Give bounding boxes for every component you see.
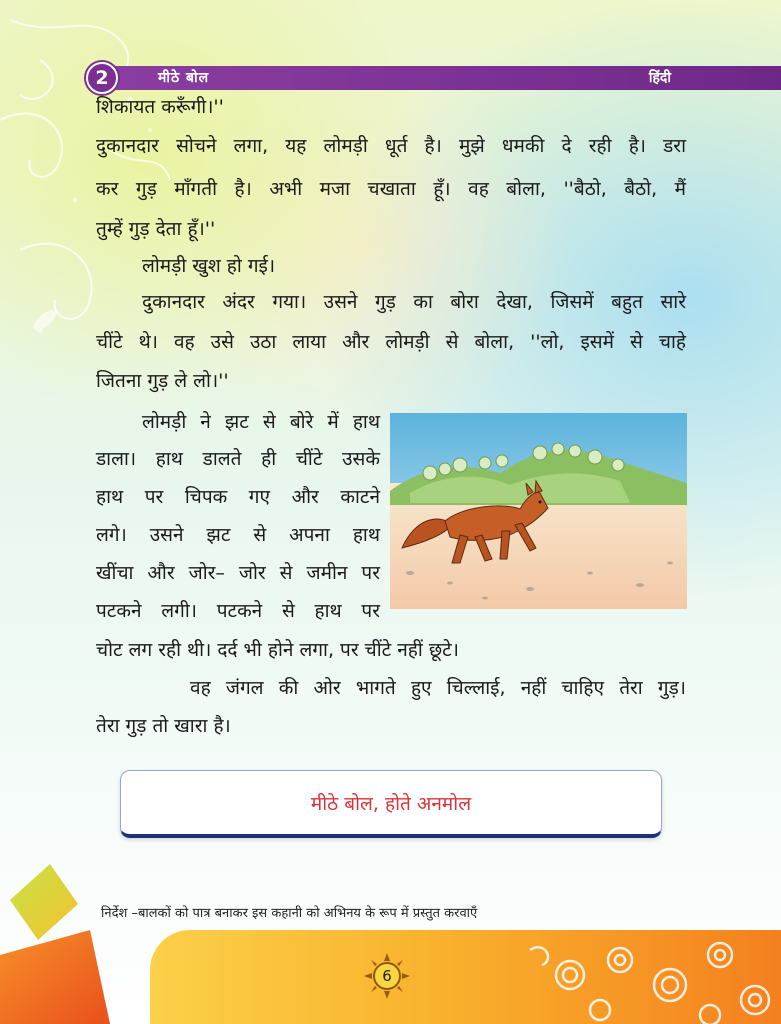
story-line: लोमड़ी ने झट से बोरे में हाथ	[142, 411, 380, 433]
footer-swirls	[150, 930, 781, 1024]
story-line: डाला। हाथ डालते ही चींटे उसके	[96, 448, 380, 470]
story-line: खींचा और जोर– जोर से जमीन पर	[96, 562, 380, 584]
story-line: चींटे थे। वह उसे उठा लाया और लोमड़ी से बोला, ''लो, इसमें से चाहे	[96, 331, 686, 353]
story-line: वह जंगल की ओर भागते हुए चिल्लाई, नहीं चाहिए तेरा गुड़।	[190, 677, 686, 699]
footer-band	[150, 930, 781, 1024]
story-line: दुकानदार अंदर गया। उसने गुड़ का बोरा देखा, जिसमें बहुत सारे	[142, 291, 686, 313]
story-line: शिकायत करूँगी।''	[96, 96, 224, 118]
story-line: दुकानदार सोचने लगा, यह लोमड़ी धूर्त है। मुझे धमकी दे रही है। डरा	[96, 135, 686, 157]
story-line: चोट लग रही थी। दर्द भी होने लगा, पर चींटे नहीं छूटे।	[96, 639, 459, 661]
fox-illustration	[390, 413, 687, 609]
story-line: हाथ पर चिपक गए और काटने	[96, 486, 380, 508]
moral-box	[120, 770, 662, 838]
teacher-instruction: निर्देश –बालकों को पात्र बनाकर इस कहानी को अभिनय के रूप में प्रस्तुत करवाएँ	[101, 906, 478, 921]
story-line: लगे। उसने झट से अपना हाथ	[96, 524, 380, 546]
page-number: 6	[373, 962, 401, 990]
story-line: लोमड़ी खुश हो गई।	[142, 255, 276, 277]
story-line: तुम्हें गुड़ देता हूँ।''	[96, 218, 216, 240]
chapter-title: मीठे बोल	[158, 70, 210, 86]
story-line: तेरा गुड़ तो खारा है।	[96, 715, 231, 737]
chapter-number-badge: 2	[86, 62, 118, 94]
story-line: जितना गुड़ ले लो।''	[96, 370, 229, 392]
subject-label: हिंदी	[648, 70, 671, 86]
corner-decoration	[0, 860, 140, 1024]
moral-text: मीठे बोल, होते अनमोल	[310, 792, 472, 815]
story-line: कर गुड़ माँगती है। अभी मजा चखाता हूँ। वह बोला, ''बैठो, बैठो, मैं	[96, 178, 686, 200]
story-line: पटकने लगी। पटकने से हाथ पर	[96, 600, 380, 622]
